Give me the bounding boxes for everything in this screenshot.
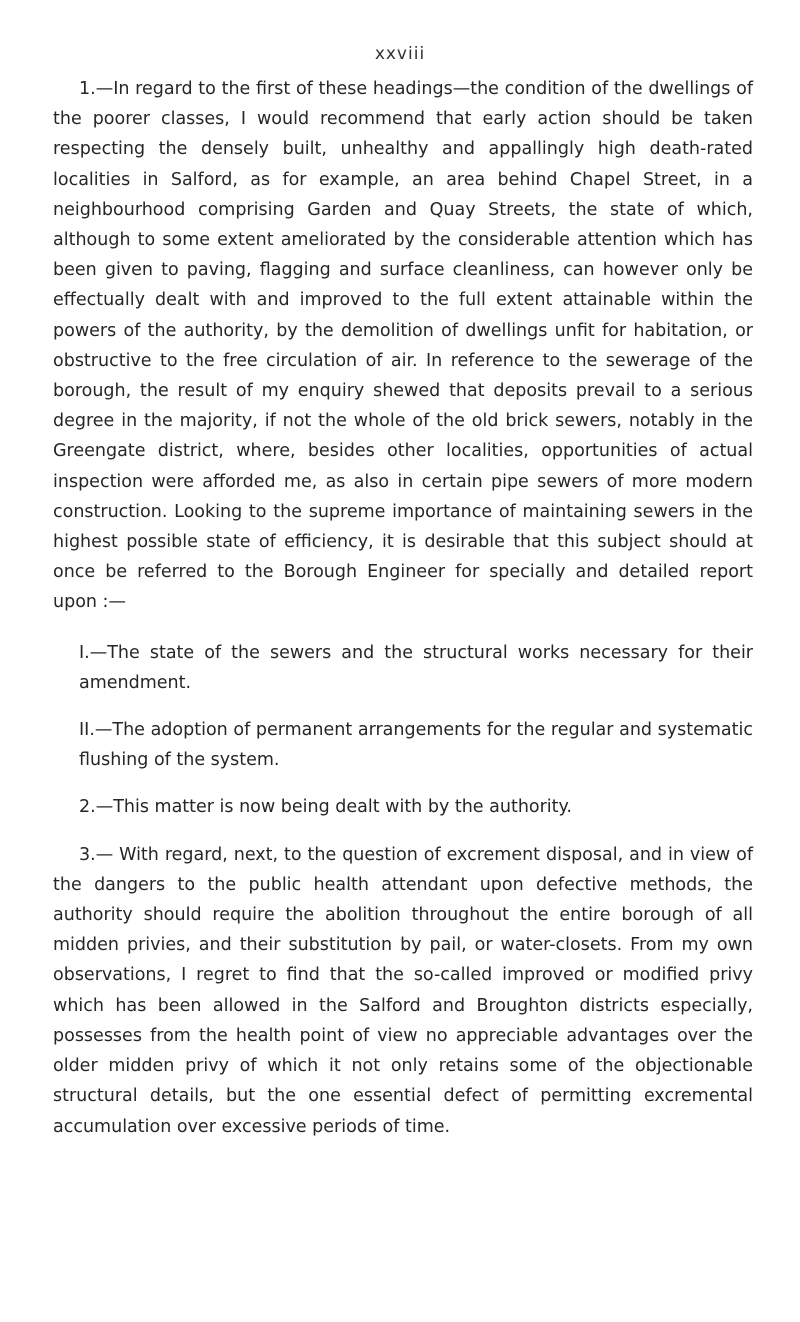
list-item-I: I.—The state of the sewers and the structural works necessary for their amendment.	[79, 642, 753, 693]
paragraph-1: 1.—In regard to the first of these headings—the condition of the dwellings of the poorer classes, I would recommend that early action should be taken respecting the densely built, unhealthy and appallingly high death-rated localities in Salford, as for example, an area behind Chapel Street, in a neighbourhood comprising Garden and Quay Streets, the state of which, although to some extent ameliorated by the considerable attention which has been given to paving, flagging and surface cleanliness, can however only be effectually dealt with and improved to the full extent attainable within the powers of the authority, by the demolition of dwellings unfit for habitation, or obstructive to the free circulation of air. In reference to the sewerage of the borough, the result of my enquiry shewed that deposits prevail to a serious degree in the majority, if not the whole of the old brick sewers, notably in the Greengate district, where, besides other localities, opportunities of actual inspection were afforded me, as also in certain pipe sewers of more modern construction. Looking to the supreme importance of maintaining sewers in the highest possible state of efficiency, it is desirable that this subject should at once be referred to the Borough Engineer for specially and detailed report upon :—	[53, 79, 753, 613]
paragraph-2: 2.—This matter is now being dealt with by the authority.	[79, 797, 572, 818]
page-number: xxviii	[374, 44, 426, 64]
list-item-II: II.—The adoption of permanent arrangements for the regular and systematic flushing of the system.	[79, 720, 753, 771]
paragraph-3: 3.— With regard, next, to the question of excrement disposal, and in view of the dangers to the public health attendant upon defective methods, the authority should require the abolition throughout the entire borough of all midden privies, and their substitution by pail, or water-closets. From my own observations, I regret to find that the so-called improved or modified privy which has been allowed in the Salford and Broughton districts especially, possesses from the health point of view no appreciable advantages over the older midden privy of which it not only retains some of the objectionable structural details, but the one essential defect of permitting excremental accumulation over excessive periods of time.	[53, 844, 753, 1137]
document-body	[53, 74, 753, 1142]
